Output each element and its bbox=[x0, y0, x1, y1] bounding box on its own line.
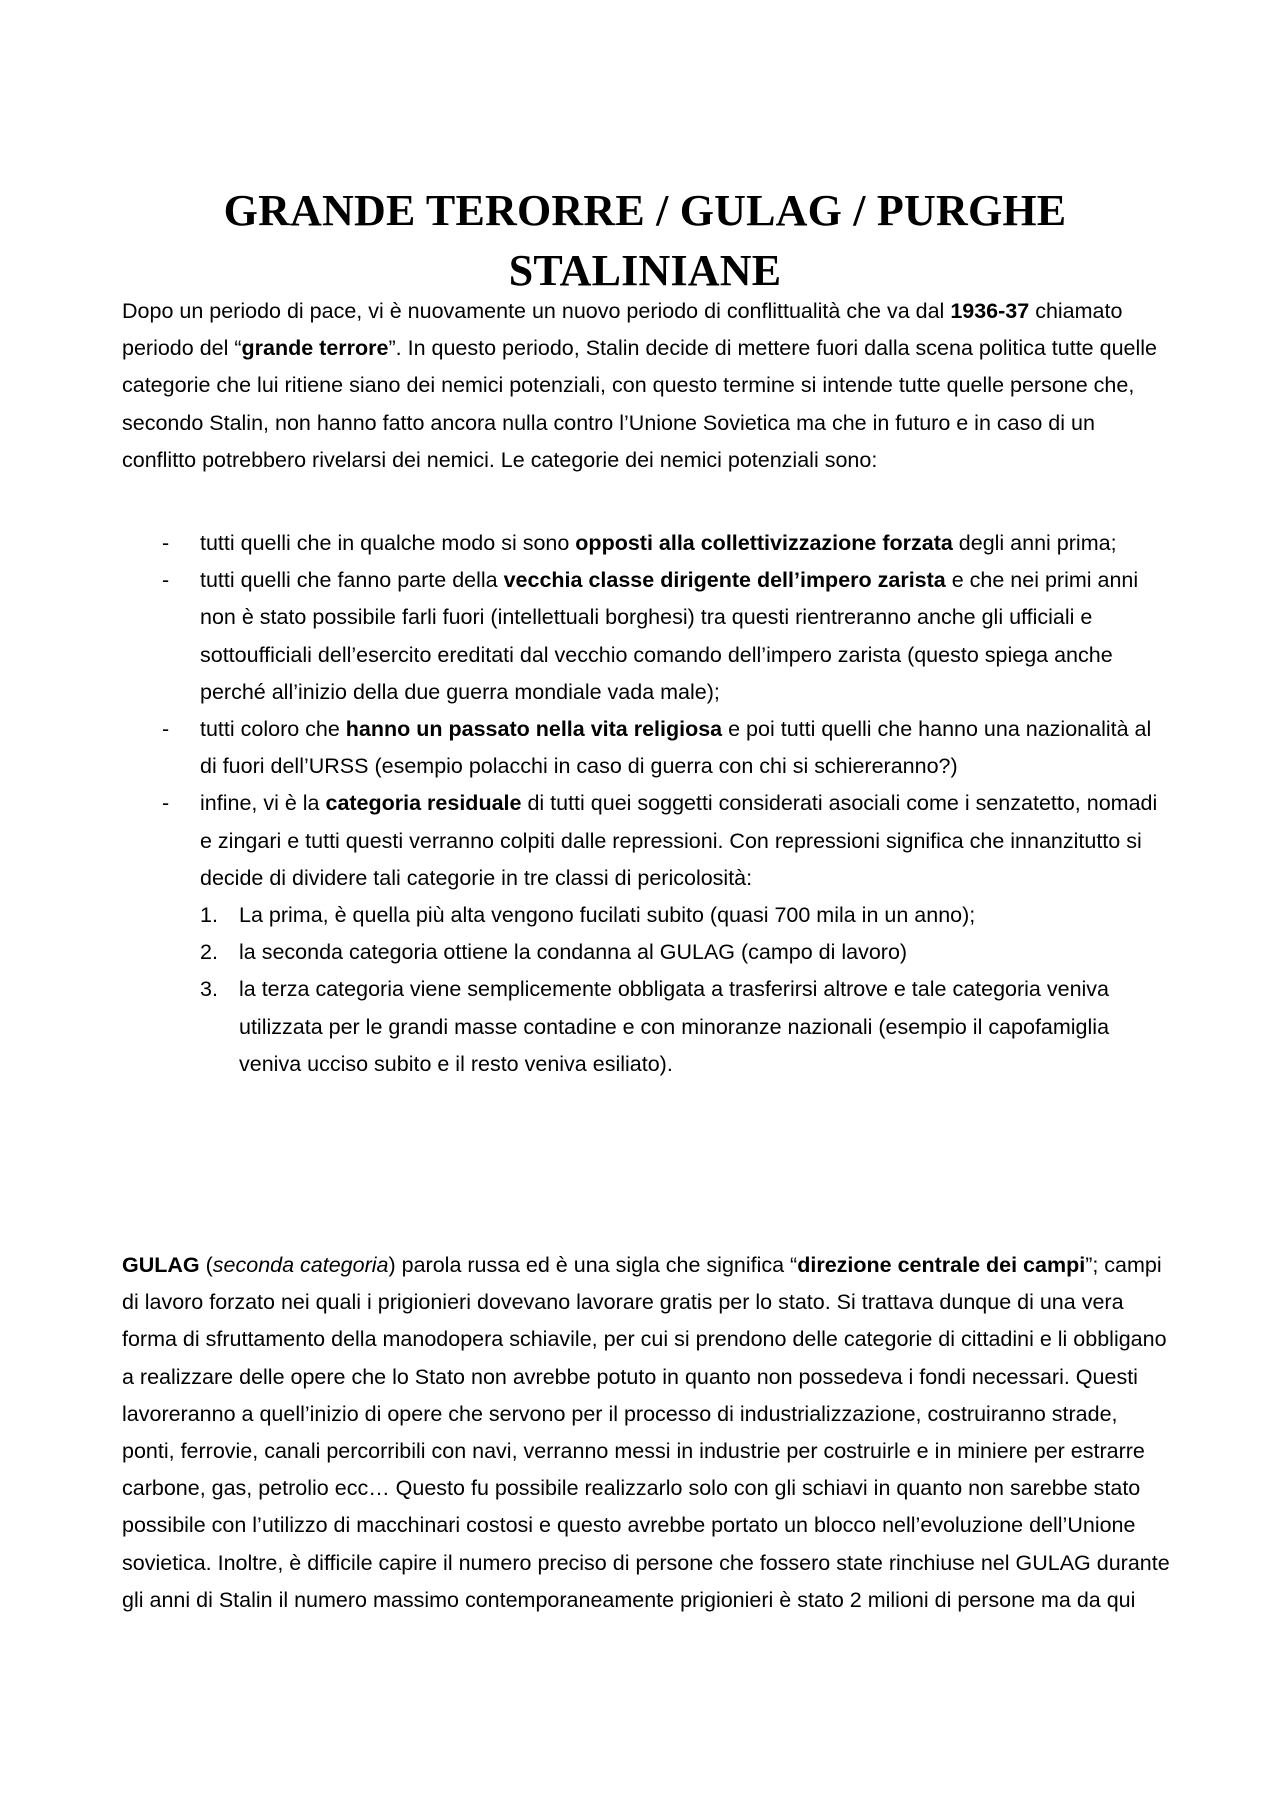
bold-text-run: GULAG bbox=[122, 1253, 200, 1277]
list-number: 1. bbox=[200, 903, 218, 928]
bullet-dash-icon: - bbox=[162, 717, 170, 742]
bullet-dash-icon: - bbox=[162, 791, 170, 816]
bullet-item-religious bbox=[122, 711, 1170, 785]
bold-text-run: direzione centrale dei campi bbox=[797, 1253, 1086, 1277]
list-number: 2. bbox=[200, 940, 218, 965]
text-run: tutti quelli che in qualche modo si sono bbox=[200, 531, 576, 555]
danger-class-item-3 bbox=[200, 971, 1170, 1083]
text-run: tutti coloro che bbox=[200, 717, 346, 742]
text-run: ) parola russa ed è una sigla che significa “ bbox=[388, 1253, 798, 1277]
danger-class-text: la seconda categoria ottiene la condanna al GULAG (campo di lavoro) bbox=[239, 940, 908, 965]
text-run: infine, vi è la bbox=[200, 791, 326, 816]
bullet-dash-icon: - bbox=[162, 568, 170, 593]
text-run: ”; campi di lavoro forzato nei quali i prigionieri dovevano lavorare gratis per lo stato. Si trattava dunque di una vera forma di sfruttamento della manodopera schiavile, per cui si prendono delle categorie di cittadini e li obbligano a realizzare delle opere che lo Stato non avrebbe potuto in quanto non possedeva i fondi necessari. Questi lavoreranno a quell’inizio di opere che servono per il processo di industrializzazione, costruiranno strade, ponti, ferrovie, canali percorribili con navi, verranno messi in industrie per costruirle e in miniere per estrarre carbone, gas, petrolio ecc… Questo fu possibile realizzarlo solo con gli schiavi in quanto non sarebbe stato possibile con l’utilizzo di macchinari costosi e questo avrebbe portato un blocco nell’evoluzione dell’Unione sovietica. Inoltre, è difficile capire il numero preciso di persone che fossero state rinchiuse nel GULAG durante gli anni di Stalin il numero massimo contemporaneamente prigionieri è stato 2 milioni di persone ma da qui bbox=[122, 1253, 1170, 1612]
danger-class-text: La prima, è quella più alta vengono fucilati subito (quasi 700 mila in un anno); bbox=[239, 903, 976, 928]
bullet-text bbox=[200, 791, 1157, 889]
intro-paragraph bbox=[122, 293, 1170, 479]
text-run: tutti quelli che fanno parte della bbox=[200, 568, 504, 593]
text-run: ”. In questo periodo, Stalin decide di mettere fuori dalla scena politica tutte quelle categorie che lui ritiene siano dei nemici potenziali, con questo termine si intende tutte quelle persone che, secondo Stalin, non hanno fatto ancora nulla contro l’Unione Sovietica ma che in futuro e in caso di un conflitto potrebbero rivelarsi dei nemici. Le categorie dei nemici potenziali sono: bbox=[122, 336, 1157, 472]
danger-class-item-1 bbox=[200, 897, 1170, 934]
list-number: 3. bbox=[200, 977, 218, 1002]
text-run: chiamato periodo del “ bbox=[122, 299, 1123, 361]
text-run: di tutti quei soggetti considerati asociali come i senzatetto, nomadi e zingari e tutti questi verranno colpiti dalle repressioni. Con repressioni significa che innanzitutto si decide di dividere tali categorie in tre classi di pericolosità: bbox=[200, 791, 1158, 890]
bullet-item-tsarist-class bbox=[122, 562, 1170, 711]
text-run: e che nei primi anni non è stato possibile farli fuori (intellettuali borghesi) tra questi rientreranno anche gli ufficiali e sottoufficiali dell’esercito ereditati dal vecchio comando dell’impero zarista (questo spiega anche perché all’inizio della due guerra mondiale vada male); bbox=[200, 568, 1139, 704]
danger-class-text: la terza categoria viene semplicemente obbligata a trasferirsi altrove e tale categoria veniva utilizzata per le grandi masse contadine e con minoranze nazionali (esempio il capofamiglia veniva ucciso subito e il resto veniva esiliato). bbox=[239, 977, 1110, 1076]
text-run: ( bbox=[199, 1253, 213, 1277]
bullet-item-collectivization bbox=[122, 525, 1170, 562]
bold-text-run: grande terrore bbox=[241, 336, 389, 361]
bullet-text bbox=[200, 531, 1117, 555]
danger-class-item-2 bbox=[200, 934, 1170, 971]
danger-classes-list bbox=[200, 897, 1170, 1083]
gulag-paragraph bbox=[122, 1247, 1170, 1619]
bold-text-run: hanno un passato nella vita religiosa bbox=[345, 717, 723, 742]
bullet-dash-icon: - bbox=[162, 531, 170, 555]
bullet-text bbox=[200, 717, 1151, 778]
bullet-item-residual-category bbox=[122, 785, 1170, 1083]
bold-text-run: 1936-37 bbox=[950, 299, 1030, 323]
bold-text-run: vecchia classe dirigente dell’impero zarista bbox=[503, 568, 946, 593]
text-run: Dopo un periodo di pace, vi è nuovamente un nuovo periodo di conflittualità che va dal bbox=[122, 299, 951, 323]
text-run: degli anni prima; bbox=[952, 531, 1117, 555]
enemy-categories-list bbox=[122, 525, 1170, 1083]
bullet-text bbox=[200, 568, 1138, 704]
bold-text-run: opposti alla collettivizzazione forzata bbox=[575, 531, 953, 555]
italic-text-run: seconda categoria bbox=[212, 1253, 389, 1277]
document-title: GRANDE TERORRE / GULAG / PURGHE STALINIANE bbox=[223, 186, 1067, 296]
bold-text-run: categoria residuale bbox=[325, 791, 522, 816]
text-run: e poi tutti quelli che hanno una nazionalità al di fuori dell’URSS (esempio polacchi in caso di guerra con chi si schiereranno?) bbox=[200, 717, 1152, 779]
